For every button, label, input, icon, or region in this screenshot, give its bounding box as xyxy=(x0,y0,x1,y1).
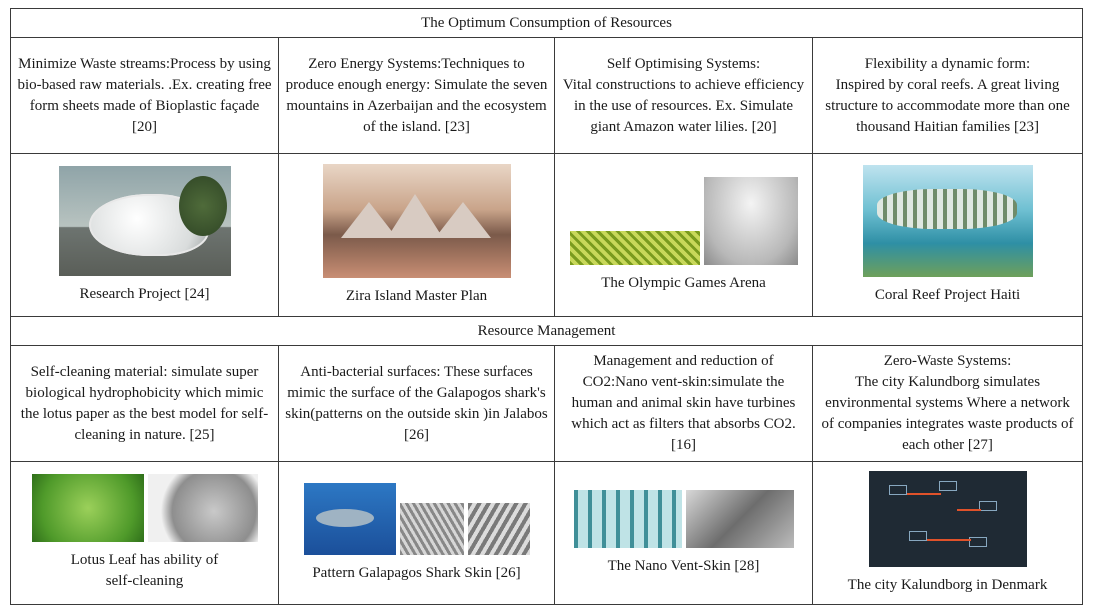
cell-text: Zero Energy Systems:Techniques to produce enough energy: Simulate the seven mountains in Azerbaijan and the ecosystem of the island. [23] xyxy=(285,55,548,135)
figure-caption: Pattern Galapagos Shark Skin [26] xyxy=(312,564,521,581)
figure-cell-zira-island xyxy=(279,154,555,317)
shark-skin-microscope-image xyxy=(468,503,530,555)
cell-zero-energy xyxy=(279,38,555,154)
figure-cell-shark-skin xyxy=(279,462,555,605)
arena-interior-image xyxy=(704,177,798,265)
coral-reef-image xyxy=(863,165,1033,277)
figure-cell-coral-reef xyxy=(813,154,1083,317)
cell-flexibility xyxy=(813,38,1083,154)
biomimicry-table xyxy=(10,8,1083,605)
figure-caption: The Nano Vent-Skin [28] xyxy=(607,557,760,574)
figure-caption: The Olympic Games Arena xyxy=(601,274,766,291)
figure-cell-olympic-arena xyxy=(555,154,813,317)
cell-self-cleaning xyxy=(11,346,279,462)
cell-co2-management xyxy=(555,346,813,462)
cell-zero-waste xyxy=(813,346,1083,462)
figure-cell-lotus-leaf xyxy=(11,462,279,605)
section-title-optimum-consumption: The Optimum Consumption of Resources xyxy=(11,9,1083,38)
cell-text: Minimize Waste streams:Process by using bio-based raw materials. .Ex. creating free form sheets made of Bioplastic façade [20] xyxy=(17,55,272,135)
figure-cell-kalundborg xyxy=(813,462,1083,605)
cell-self-optimising xyxy=(555,38,813,154)
cell-text: Self Optimising Systems: Vital constructions to achieve efficiency in the use of resources. Ex. Simulate giant Amazon water lilies. [20] xyxy=(562,55,805,135)
figure-cell-research-project xyxy=(11,154,279,317)
lotus-leaf-image xyxy=(32,474,144,542)
cell-text: Management and reduction of CO2:Nano vent-skin:simulate the human and animal skin have turbines which act as filters that absorbs CO2. [16] xyxy=(571,353,796,453)
cell-text: Flexibility a dynamic form: Inspired by coral reefs. A great living structure to accommodate more than one thousand Haitian families [23] xyxy=(825,55,1070,135)
figure-caption: Coral Reef Project Haiti xyxy=(874,286,1021,303)
nano-vent-structure-image xyxy=(574,490,682,548)
figure-caption: The city Kalundborg in Denmark xyxy=(847,576,1048,593)
cell-anti-bacterial xyxy=(279,346,555,462)
lotus-surface-image xyxy=(148,474,258,542)
kalundborg-network-diagram-image xyxy=(869,471,1027,567)
research-project-image xyxy=(59,166,231,276)
zira-island-image xyxy=(323,164,511,278)
section-title-resource-management: Resource Management xyxy=(11,317,1083,346)
cell-text: Zero-Waste Systems: The city Kalundborg simulates environmental systems Where a network of companies integrates waste products of each other [27] xyxy=(821,353,1074,453)
shark-skin-pattern-image xyxy=(400,503,464,555)
arena-roof-image xyxy=(570,231,700,265)
nano-vent-render-image xyxy=(686,490,794,548)
cell-text: Self-cleaning material: simulate super biological hydrophobicity which mimic the lotus paper as the best model for self-cleaning in nature. [25] xyxy=(20,363,269,443)
figure-caption: Lotus Leaf has ability of self-cleaning xyxy=(70,552,219,589)
cell-text: Anti-bacterial surfaces: These surfaces mimic the surface of the Galapogos shark's skin(patterns on the outside skin )in Jalabos [26] xyxy=(285,363,548,443)
figure-caption: Research Project [24] xyxy=(79,285,210,302)
shark-image xyxy=(304,483,396,555)
figure-caption: Zira Island Master Plan xyxy=(345,287,488,304)
figure-cell-nano-vent-skin xyxy=(555,462,813,605)
cell-minimize-waste xyxy=(11,38,279,154)
